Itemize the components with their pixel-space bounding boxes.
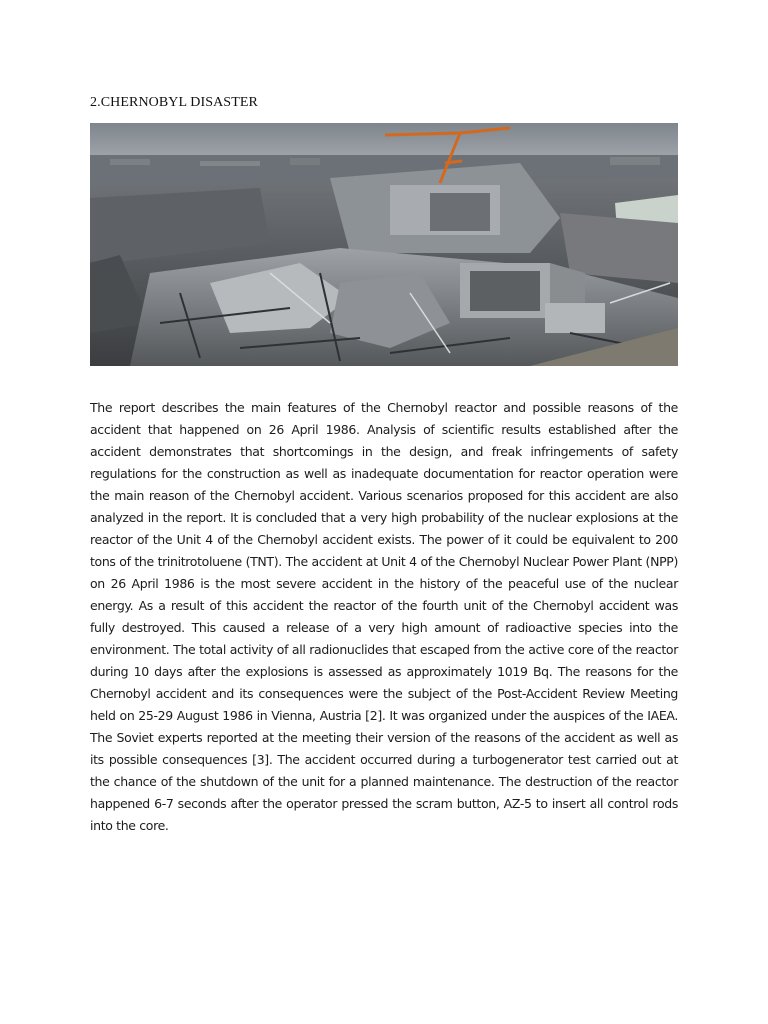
body-paragraph: The report describes the main features of the Chernobyl reactor and possible reasons of the accident that happened on 26 April 1986. Analysis of scientific results established after the accident demonstrates that shortcomings in the design, and freak infringements of safety regulations for the construction as well as inadequate documentation for reactor operation were the main reason of the Chernobyl accident. Various scenarios proposed for this accident are also analyzed in the report. It is concluded that a very high probability of the nuclear explosions at the reactor of the Unit 4 of the Chernobyl accident exists. The power of it could be equivalent to 200 tons of the trinitrotoluene (TNT). The accident at Unit 4 of the Chernobyl Nuclear Power Plant (NPP) on 26 April 1986 is the most severe accident in the history of the peaceful use of the nuclear energy. As a result of this accident the reactor of the fourth unit of the Chernobyl accident was fully destroyed. This caused a release of a very high amount of radioactive species into the environment. The total activity of all radionuclides that escaped from the active core of the reactor during 10 days after the explosions is assessed as approximately 1019 Bq. The reasons for the Chernobyl accident and its consequences were the subject of the Post-Accident Review Meeting held on 25-29 August 1986 in Vienna, Austria [2]. It was organized under the auspices of the IAEA. The Soviet experts reported at the meeting their version of the reasons of the accident as well as its possible consequences [3]. The accident occurred during a turbogenerator test carried out at the chance of the shutdown of the unit for a planned maintenance. The destruction of the reactor happened 6-7 seconds after the operator pressed the scram button, AZ-5 to insert all control rods into the core. xyxy=(90,400,678,833)
chernobyl-ruins-photo xyxy=(90,123,678,366)
section-heading: 2.CHERNOBYL DISASTER xyxy=(90,95,258,110)
